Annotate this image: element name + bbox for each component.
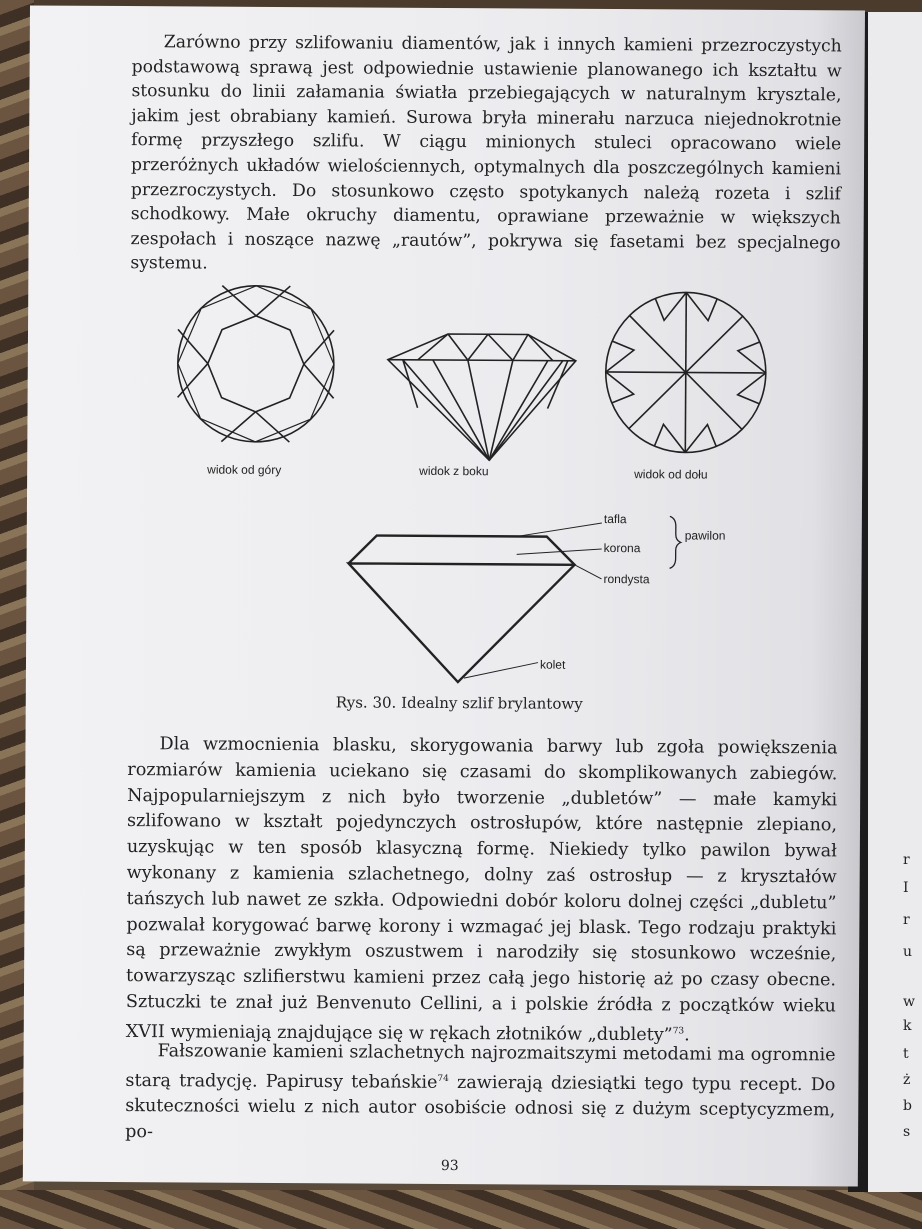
diamond-side-view-icon [387,334,576,461]
paragraph-doublets-end: . [684,1025,690,1046]
label-girdle: rondysta [603,571,650,587]
adjacent-page-fragment: u [903,944,913,960]
paragraph-doublets [126,732,838,1050]
footnote-ref-74: 74 [437,1073,449,1084]
adjacent-page-fragment: t [903,1046,909,1062]
label-crown: korona [603,540,641,556]
adjacent-page-fragment: s [903,1124,911,1140]
label-table: tafla [603,511,627,527]
page-number: 93 [440,1157,459,1175]
adjacent-page-fragment: k [903,1018,912,1034]
label-view-top: widok od góry [207,462,282,477]
adjacent-page-fragment: r [903,912,910,928]
adjacent-page-fragment: b [903,1098,912,1114]
adjacent-page-fragment: w [903,994,915,1010]
paragraph-forgery-end: zawierają dziesiątki tego typu recept. Do skuteczności wielu z nich autor osobiście odnosi się z dużym sceptycyzmem, po- [125,1072,836,1143]
adjacent-page-fragment: I [903,880,909,896]
diamond-bottom-view-icon [605,292,766,453]
label-pavilion: pawilon [684,528,726,543]
leader-lines [464,515,681,679]
brilliant-cut-figure [26,5,865,730]
paragraph-doublets-text: Dla wzmocnienia blasku, skorygowania barwy lub zgoła powiększenia rozmiarów kamienia uciekano się czasami do skomplikowanych zabiegów. Najpopularniejszym z nich było tworzenie „dubletów” — małe kamyki szlifowano w kształt pojedynczych ostrosłupów, które następnie zlepiano, uzyskując w ten sposób klasyczną formę. Niekiedy tylko pawilon bywał wykonany z kamienia szlachetnego, dolny zaś ostrosłup — z kryształów tańszych lub nawet ze szkła. Odpowiedni dobór koloru dolnej części „dubletu” pozwalał korygować barwę korony i wzmagać jej blask. Tego rodzaju praktyki są przeważnie zwykłym oszustwem i narodziły się stosunkowo wcześnie, towarzysząc szlifierstwu kamieni przez całą jego historię aż po czasy obecne. Sztuczki te znał już Benvenuto Cellini, a i polskie źródła z początków wieku XVII wymieniają znajdujące się w rękach złotników „dublety” [125,734,838,1046]
label-view-bottom: widok od dołu [634,467,708,482]
footnote-ref-73: 73 [672,1026,685,1037]
carpet-background-bottom [0,1190,922,1229]
figure-caption: Rys. 30. Idealny szlif brylantowy [335,693,583,713]
paragraph-forgery [125,1039,836,1150]
adjacent-page-fragment: ż [903,1072,911,1088]
label-culet: kolet [539,657,566,672]
paragraph-intro: Zarówno przy szlifowaniu diamentów, jak i innych kamieni przezroczystych podstawową sprawą jest odpowiednie ustawienie planowanego ich kształtu w stosunku do linii załamania światła przebiegających w naturalnym krysztale, jakim jest obrabiany kamień. Surowa bryła minerału narzuca niejednokrotnie formę przyszłego szlifu. W ciągu minionych stuleci opracowano wiele przeróżnych układów wielościennych, optymalnych dla poszczególnych kamieni przezroczystych. Do stosunkowo często spotykanych należą rozeta i szlif schodkowy. Małe okruchy diamentu, oprawiane przeważnie w większych zespołach i noszące nazwę „rautów”, pokrywa się fasetami bez specjalnego systemu. [130,32,842,274]
diamond-top-view-icon [177,285,334,442]
adjacent-page-fragment: r [903,852,910,868]
label-view-side: widok z boku [419,463,489,479]
paragraph-forgery-start: Fałszowanie kamieni szlachetnych najrozmaitszymi metodami ma ogromnie starą tradycję. Papirusy tebańskie [125,1041,836,1093]
book-page [23,5,865,1186]
